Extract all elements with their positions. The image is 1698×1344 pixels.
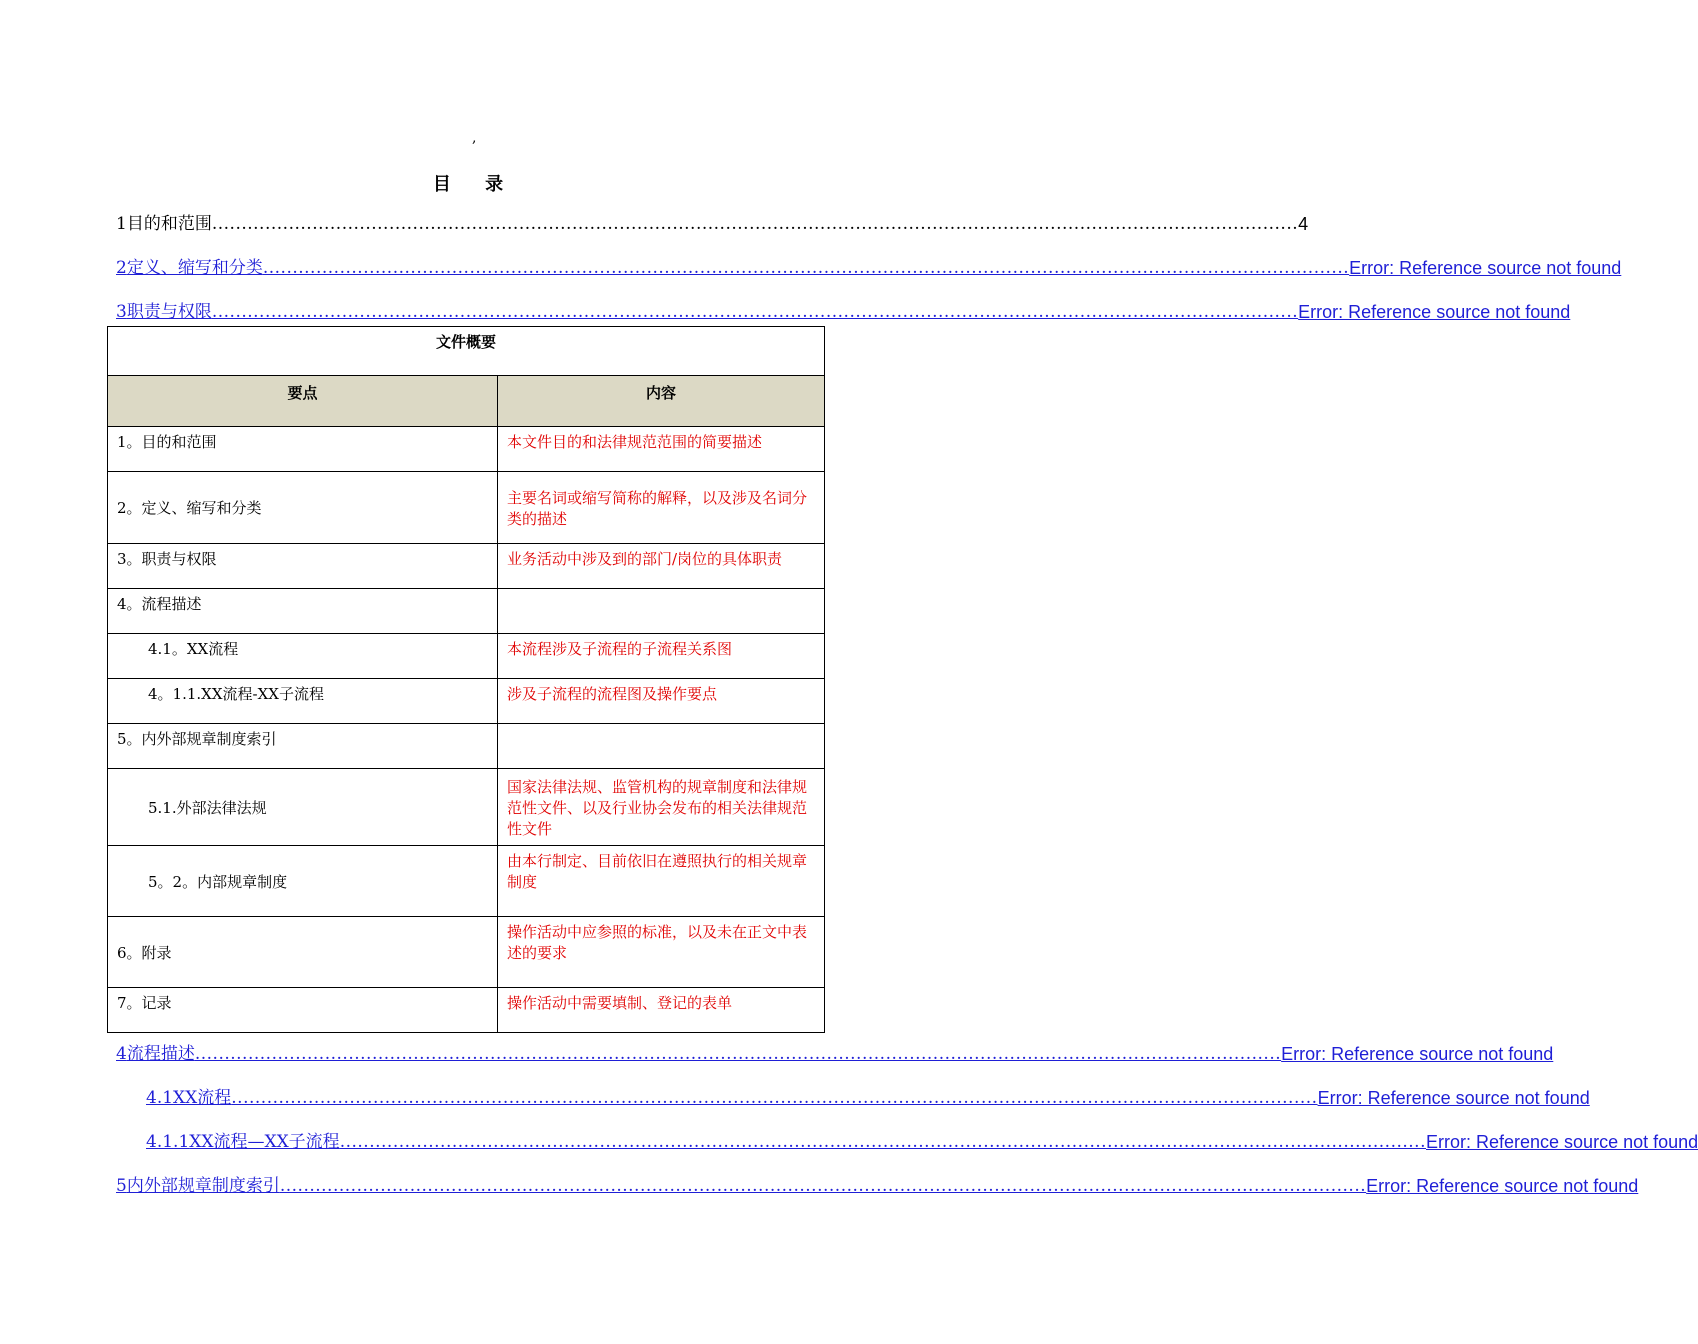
table-row [108,679,825,724]
column-header-content: 内容 [498,376,825,427]
toc-entry-page: Error: Reference source not found [1366,1176,1639,1196]
row-key: 5。2。内部规章制度 [108,846,498,917]
row-key: 4。1.1.XX流程-XX子流程 [108,679,498,724]
toc-leader-dots: ........................................................................................................................................................................................ [211,214,1299,234]
row-key: 4.1。XX流程 [108,634,498,679]
row-key: 2。定义、缩写和分类 [108,472,498,544]
toc-entry-4-1-1[interactable] [146,1130,1698,1154]
table-row [108,988,825,1033]
toc-entry-text: XX流程 [173,1088,232,1108]
toc-entry-page: Error: Reference source not found [1349,258,1622,278]
toc-entry-1[interactable] [116,212,1309,236]
toc-entry-number: 4.1.1 [146,1132,190,1152]
row-key: 1。目的和范围 [108,427,498,472]
toc-entry-3[interactable] [116,300,1571,324]
toc-entry-page: 4 [1298,214,1309,234]
toc-leader-dots: ........................................................................................................................................................................................ [231,1088,1318,1108]
toc-entry-text: 目的和范围 [126,214,212,234]
row-key: 3。职责与权限 [108,544,498,589]
toc-entry-text: 职责与权限 [126,302,212,322]
row-key: 7。记录 [108,988,498,1033]
toc-entry-page: Error: Reference source not found [1298,302,1571,322]
toc-entry-text: 内外部规章制度索引 [126,1176,280,1196]
toc-entry-page: Error: Reference source not found [1426,1132,1698,1152]
row-value [498,724,825,769]
row-value: 本文件目的和法律规范范围的简要描述 [498,427,825,472]
toc-leader-dots: ........................................................................................................................................................................................ [279,1176,1367,1196]
toc-entry-number: 3 [116,302,127,322]
toc-entry-2[interactable] [116,256,1622,280]
row-key: 4。流程描述 [108,589,498,634]
table-row [108,589,825,634]
toc-entry-number: 4.1 [146,1088,174,1108]
row-key: 5.1.外部法律法规 [108,769,498,846]
toc-leader-dots: ........................................................................................................................................................................................ [194,1044,1282,1064]
row-value: 涉及子流程的流程图及操作要点 [498,679,825,724]
row-value: 本流程涉及子流程的子流程关系图 [498,634,825,679]
toc-entry-4[interactable] [116,1042,1554,1066]
toc-entry-text: 定义、缩写和分类 [126,258,263,278]
table-row [108,769,825,846]
toc-entry-number: 5 [116,1176,127,1196]
toc-entry-5[interactable] [116,1174,1639,1198]
table-row [108,917,825,988]
table-row [108,724,825,769]
toc-entry-number: 1 [116,214,127,234]
table-row [108,472,825,544]
row-value: 操作活动中需要填制、登记的表单 [498,988,825,1033]
row-value: 由本行制定、目前依旧在遵照执行的相关规章制度 [498,846,825,917]
table-row [108,544,825,589]
row-value: 业务活动中涉及到的部门/岗位的具体职责 [498,544,825,589]
toc-title: 目 录 [432,174,518,195]
row-key: 6。附录 [108,917,498,988]
toc-leader-dots: ........................................................................................................................................................................................ [262,258,1350,278]
toc-entry-4-1[interactable] [146,1086,1590,1110]
toc-entry-number: 4 [116,1044,127,1064]
toc-entry-text: 流程描述 [126,1044,195,1064]
table-row [108,634,825,679]
toc-leader-dots: ........................................................................................................................................................................................ [339,1132,1426,1152]
toc-entry-page: Error: Reference source not found [1281,1044,1554,1064]
table-caption: 文件概要 [108,327,825,376]
toc-leader-dots: ........................................................................................................................................................................................ [211,302,1299,322]
toc-entry-page: Error: Reference source not found [1317,1088,1590,1108]
column-header-key: 要点 [108,376,498,427]
table-row [108,846,825,917]
row-key: 5。内外部规章制度索引 [108,724,498,769]
row-value: 主要名词或缩写简称的解释，以及涉及名词分类的描述 [498,472,825,544]
toc-entry-text: XX流程—XX子流程 [189,1132,340,1152]
row-value: 国家法律法规、监管机构的规章制度和法律规范性文件、以及行业协会发布的相关法律规范性文件 [498,769,825,846]
file-summary-table [107,326,825,1033]
toc-entry-number: 2 [116,258,127,278]
row-value [498,589,825,634]
stray-comma: , [472,130,477,146]
table-row [108,427,825,472]
row-value: 操作活动中应参照的标准，以及未在正文中表述的要求 [498,917,825,988]
